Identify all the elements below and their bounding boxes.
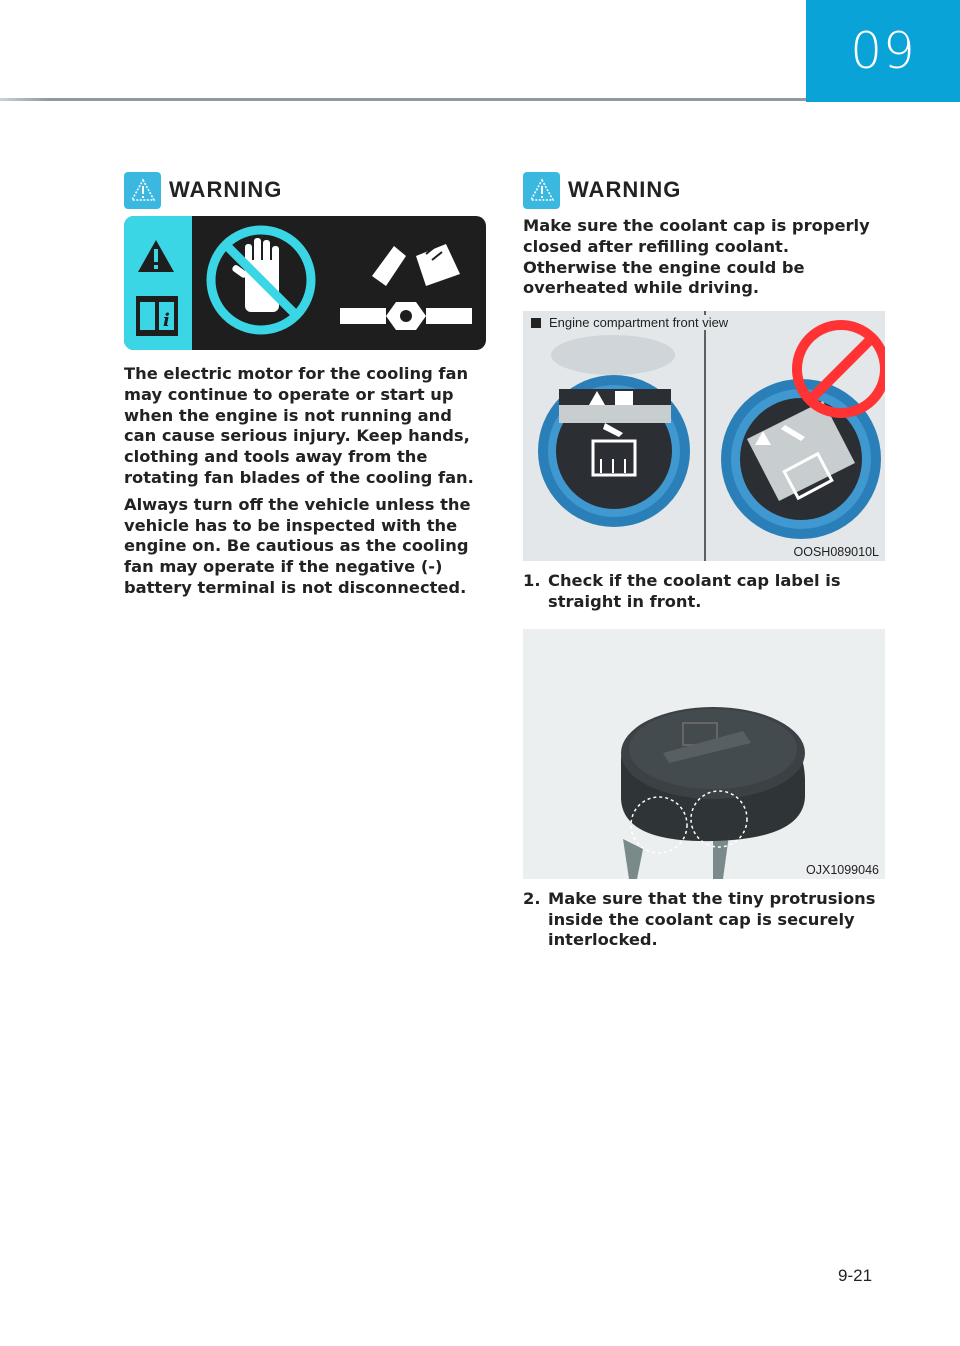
step-2 bbox=[523, 889, 885, 951]
square-bullet-icon bbox=[531, 318, 541, 328]
chapter-tab bbox=[806, 0, 960, 102]
warning-triangle-icon bbox=[124, 172, 161, 209]
warning-triangle-icon bbox=[523, 172, 560, 209]
coolant-cap-front-view-figure bbox=[523, 311, 885, 561]
incorrect-cap-image bbox=[721, 379, 881, 539]
chapter-number: 09 bbox=[850, 22, 916, 80]
warning-title: WARNING bbox=[169, 177, 283, 202]
warning-paragraph-2: Always turn off the vehicle unless the vehicle has to be inspected with the engine on. Be cautious as the cooling fan may operate if the negative (-) battery terminal is not disconnected. bbox=[124, 494, 471, 597]
correct-cap-image bbox=[538, 335, 690, 527]
figure-caption-text: Engine compartment front view bbox=[549, 315, 729, 331]
step-number: 2. bbox=[523, 888, 541, 908]
no-hands-icon bbox=[211, 230, 311, 330]
warning-title: WARNING bbox=[568, 177, 682, 202]
figure-code: OJX1099046 bbox=[806, 862, 879, 877]
warning-heading bbox=[124, 170, 486, 210]
figure-caption bbox=[531, 315, 732, 330]
page-number: 9-21 bbox=[838, 1266, 873, 1285]
right-column bbox=[523, 170, 885, 951]
rotating-fan-icon bbox=[340, 244, 472, 330]
coolant-warning-text: Make sure the coolant cap is properly closed after refilling coolant. Otherwise the engine could be overheated while driving. bbox=[523, 216, 870, 298]
manual-book-icon bbox=[136, 296, 178, 336]
step-1 bbox=[523, 571, 885, 613]
warning-heading bbox=[523, 170, 885, 210]
figure-code: OOSH089010L bbox=[793, 545, 879, 560]
step-text: Make sure that the tiny protrusions inside the coolant cap is securely interlocked. bbox=[548, 888, 876, 950]
svg-text:i: i bbox=[163, 310, 170, 331]
caution-triangle-icon bbox=[138, 240, 174, 272]
warning-paragraph-1: The electric motor for the cooling fan may continue to operate or start up when the engine is not running and can cause serious injury. Keep hands, clothing and tools away from the rotating fan blades of the cooling fan. bbox=[124, 364, 474, 487]
header-rule bbox=[0, 98, 806, 101]
fan-warning-label-image bbox=[124, 216, 486, 350]
left-column bbox=[124, 170, 486, 599]
step-text: Check if the coolant cap label is straight in front. bbox=[548, 571, 841, 611]
coolant-cap-protrusions-figure bbox=[523, 629, 885, 879]
step-number: 1. bbox=[523, 571, 541, 591]
